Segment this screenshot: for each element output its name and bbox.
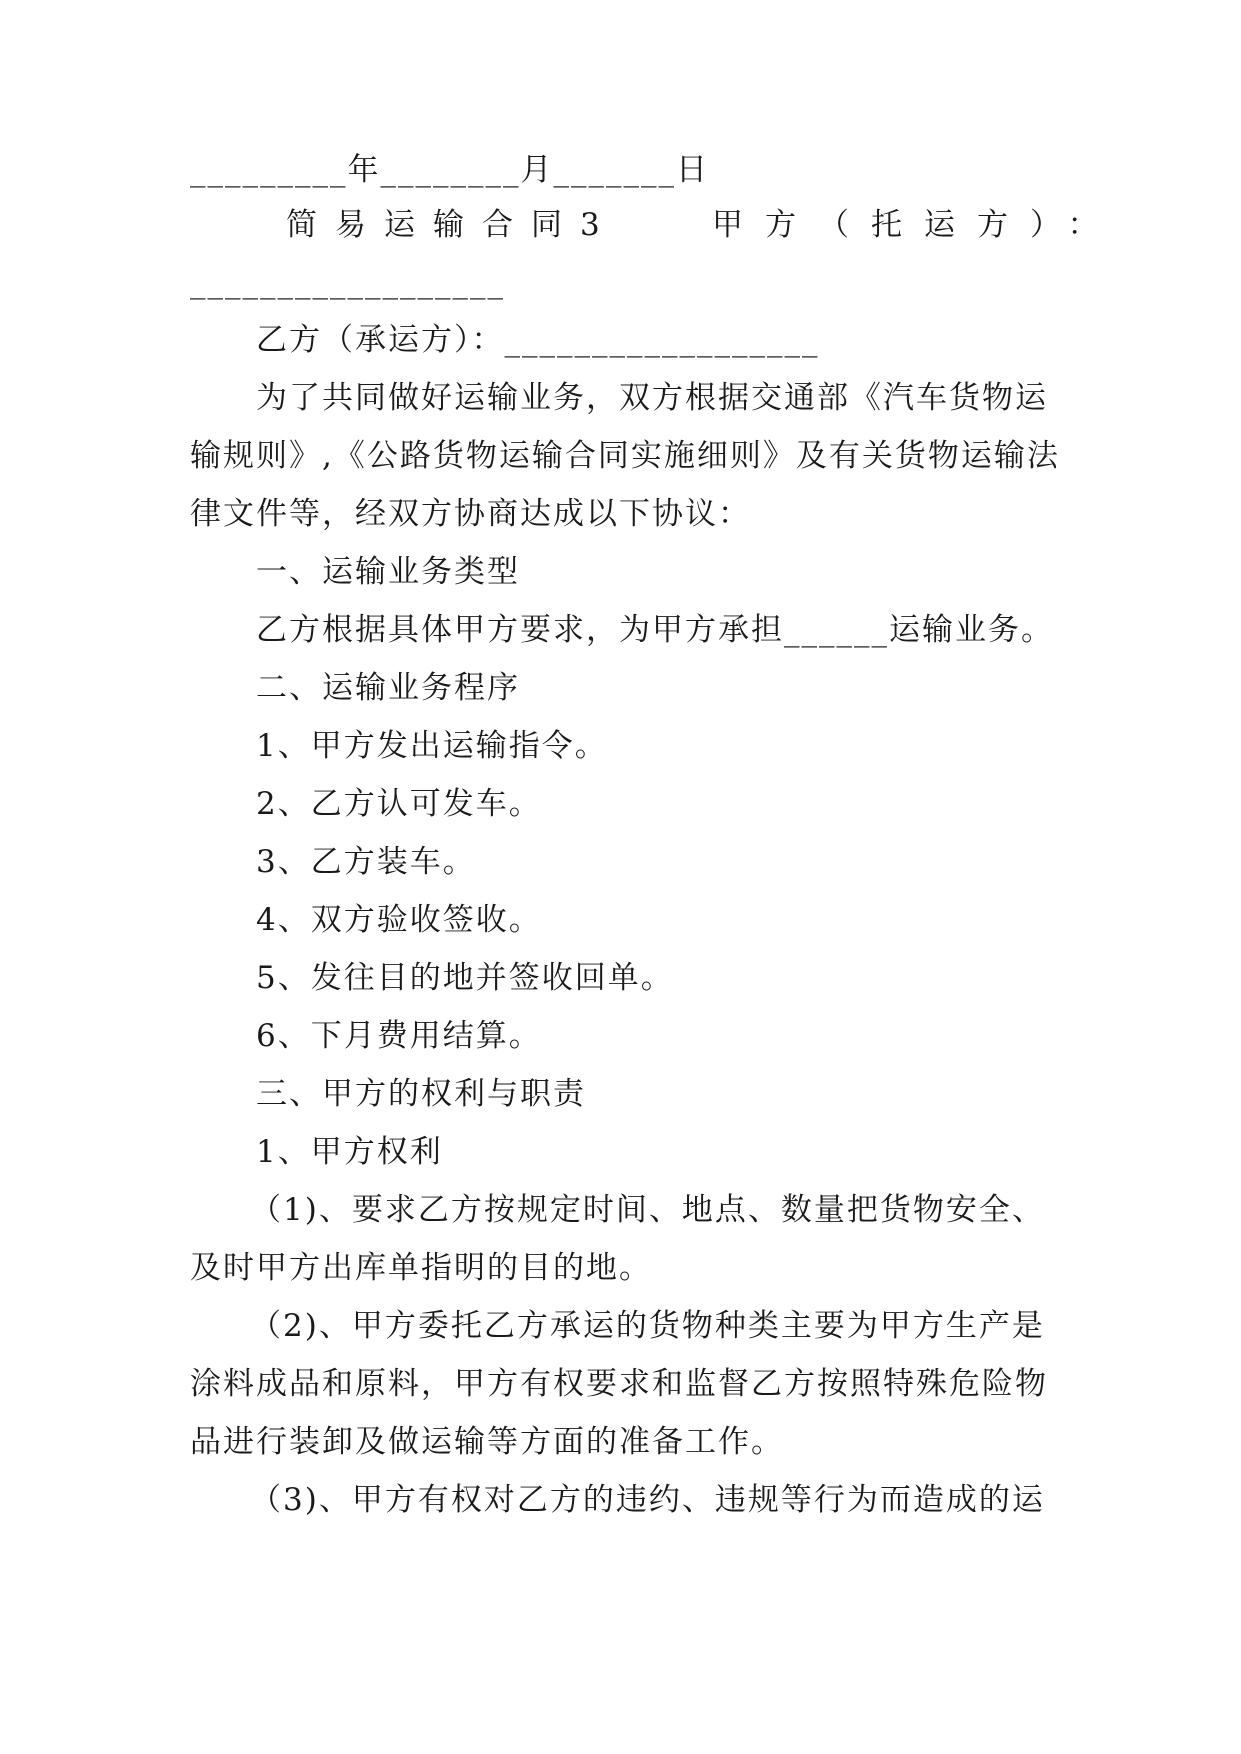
right2-line-2: 涂料成品和原料，甲方有权要求和监督乙方按照特殊危险物	[190, 1366, 1048, 1402]
step-3: 3、乙方装车。	[256, 844, 476, 880]
right3-line-1: （3)、甲方有权对乙方的违约、违规等行为而造成的运	[250, 1482, 1045, 1518]
party-b-line: 乙方（承运方）：__________________	[256, 322, 820, 358]
intro-line-2: 输规则》,《公路货物运输合同实施细则》及有关货物运输法	[190, 438, 1060, 474]
section1-text: 乙方根据具体甲方要求，为甲方承担______运输业务。	[256, 612, 1054, 648]
party-a-label: 甲方（托运方）：	[712, 207, 1121, 243]
right2-line-1: （2)、甲方委托乙方承运的货物种类主要为甲方生产是	[250, 1308, 1045, 1344]
right1-line-1: （1)、要求乙方按规定时间、地点、数量把货物安全、	[250, 1192, 1045, 1228]
step-6: 6、下月费用结算。	[256, 1018, 542, 1054]
intro-line-3: 律文件等，经双方协商达成以下协议：	[190, 496, 751, 532]
step-5: 5、发往目的地并签收回单。	[256, 960, 674, 996]
intro-line-1: 为了共同做好运输业务，双方根据交通部《汽车货物运	[256, 380, 1048, 416]
section3-heading: 三、甲方的权利与职责	[256, 1076, 586, 1112]
right2-line-3: 品进行装卸及做运输等方面的准备工作。	[190, 1424, 784, 1460]
sub1-heading: 1、甲方权利	[256, 1134, 443, 1170]
step-4: 4、双方验收签收。	[256, 902, 542, 938]
date-line: _________年________月_______日	[190, 152, 709, 188]
step-2: 2、乙方认可发车。	[256, 786, 542, 822]
section1-heading: 一、运输业务类型	[256, 554, 520, 590]
section2-heading: 二、运输业务程序	[256, 670, 520, 706]
step-1: 1、甲方发出运输指令。	[256, 728, 608, 764]
party-a-blank: __________________	[190, 264, 505, 300]
contract-title: 简易运输合同3	[286, 207, 618, 243]
right1-line-2: 及时甲方出库单指明的目的地。	[190, 1250, 652, 1286]
